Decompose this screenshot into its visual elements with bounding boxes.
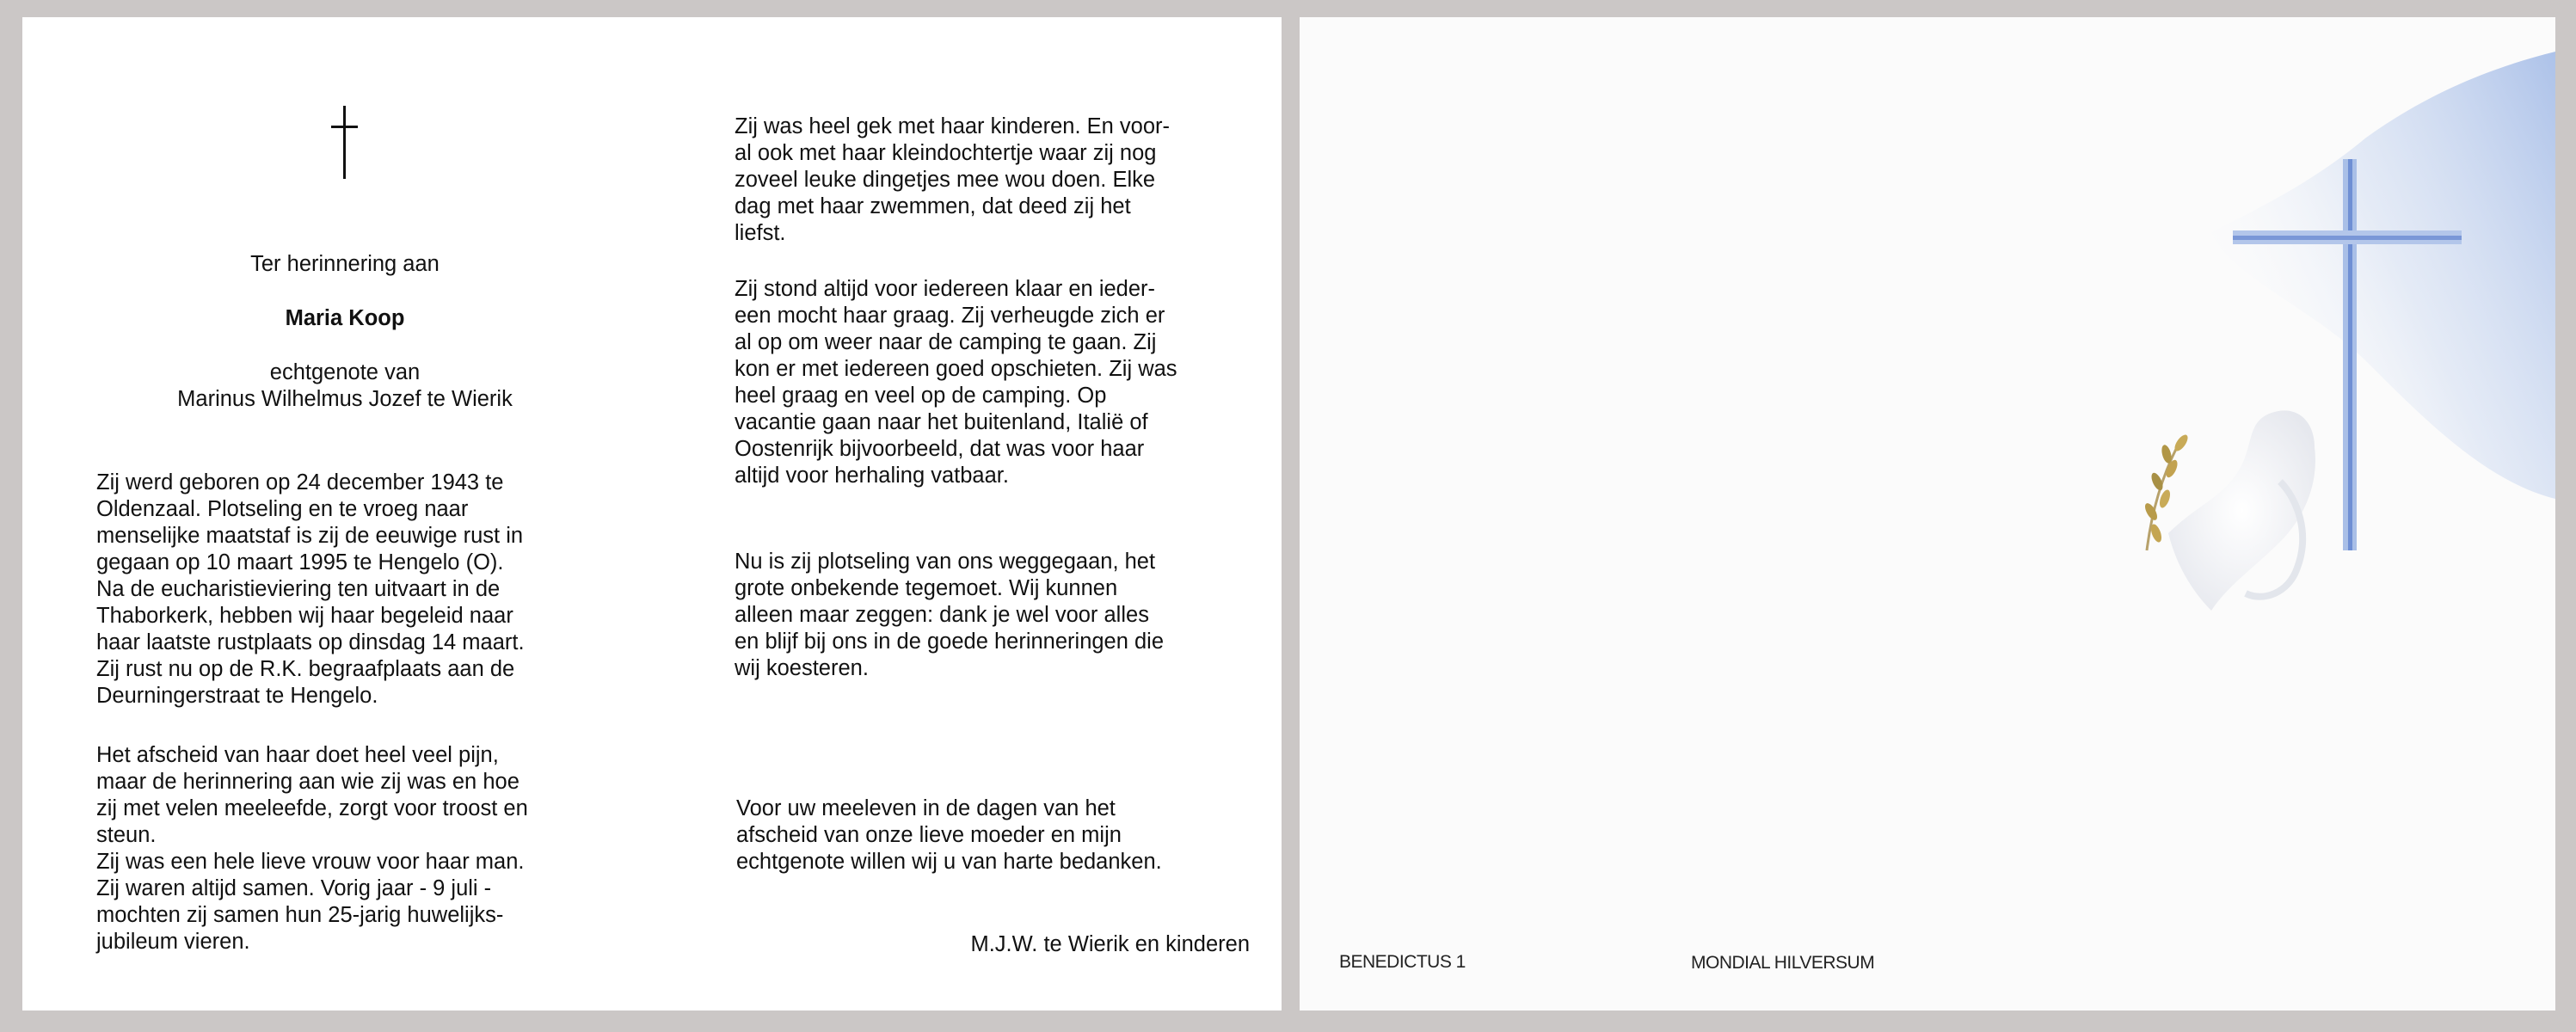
dove-icon: [2168, 410, 2315, 611]
farewell-paragraph: Het afscheid van haar doet heel veel pijn, maar de herinnering aan wie zij was en hoe zij met velen meeleefde, zorgt voor troost en steun. Zij was een hele lieve vrouw voor haar man. Zij waren altijd samen. Vorig jaar - 9 juli - mochten zij samen hun 25-jarig huwelijks- jubileum vieren.: [96, 743, 528, 954]
dove-cross-illustration: [1300, 17, 2555, 1010]
intro-text: Ter herinnering aan: [250, 252, 440, 276]
spouse-name: Marinus Wilhelmus Jozef te Wierik: [177, 387, 513, 411]
biography-paragraph: Zij werd geboren op 24 december 1943 te Oldenzaal. Plotseling en te vroeg naar menselijke maatstaf is zij de eeuwige rust in gegaan op 10 maart 1995 te Hengelo (O). Na de eucharistieviering ten uitvaart in de Thaborkerk, hebben wij haar begeleid naar haar laatste rustplaats op dinsdag 14 maart. Zij rust nu op de R.K. begraafplaats aan de Deurningerstraat te Hengelo.: [96, 470, 525, 708]
family-paragraph: Zij was heel gek met haar kinderen. En voor- al ook met haar kleindochtertje waar zij nog zoveel leuke dingetjes mee wou doen. Elke dag met haar zwemmen, dat deed zij het liefst.: [735, 114, 1170, 245]
product-code: BENEDICTUS 1: [1339, 952, 1466, 972]
signature: M.J.W. te Wierik en kinderen: [970, 932, 1250, 956]
small-cross-icon: [319, 101, 371, 183]
deceased-name: Maria Koop: [285, 306, 405, 330]
dedication-block: [91, 251, 599, 413]
thanks-paragraph: Voor uw meeleven in de dagen van het afscheid van onze lieve moeder en mijn echtgenote willen wij u van harte bedanken.: [736, 796, 1162, 874]
character-paragraph: Zij stond altijd voor iedereen klaar en ieder- een mocht haar graag. Zij verheugde zich er al op om weer naar de camping te gaan. Zij kon er met iedereen goed opschieten. Zij was heel graag en veel op de camping. Op vacantie gaan naar het buitenland, Italië of Oostenrijk bijvoorbeeld, dat was voor haar altijd voor herhaling vatbaar.: [735, 277, 1177, 488]
spouse-label: echtgenote van: [269, 360, 421, 384]
closing-paragraph: Nu is zij plotseling van ons weggegaan, het grote onbekende tegemoet. Wij kunnen alleen maar zeggen: dank je wel voor alles en blijf bij ons in de goede herinneringen die wij koesteren.: [735, 550, 1165, 680]
publisher-name: MONDIAL HILVERSUM: [1691, 953, 1875, 973]
memorial-card-illustration-page: [1300, 17, 2555, 1010]
memorial-card-text-spread: [22, 17, 1282, 1010]
